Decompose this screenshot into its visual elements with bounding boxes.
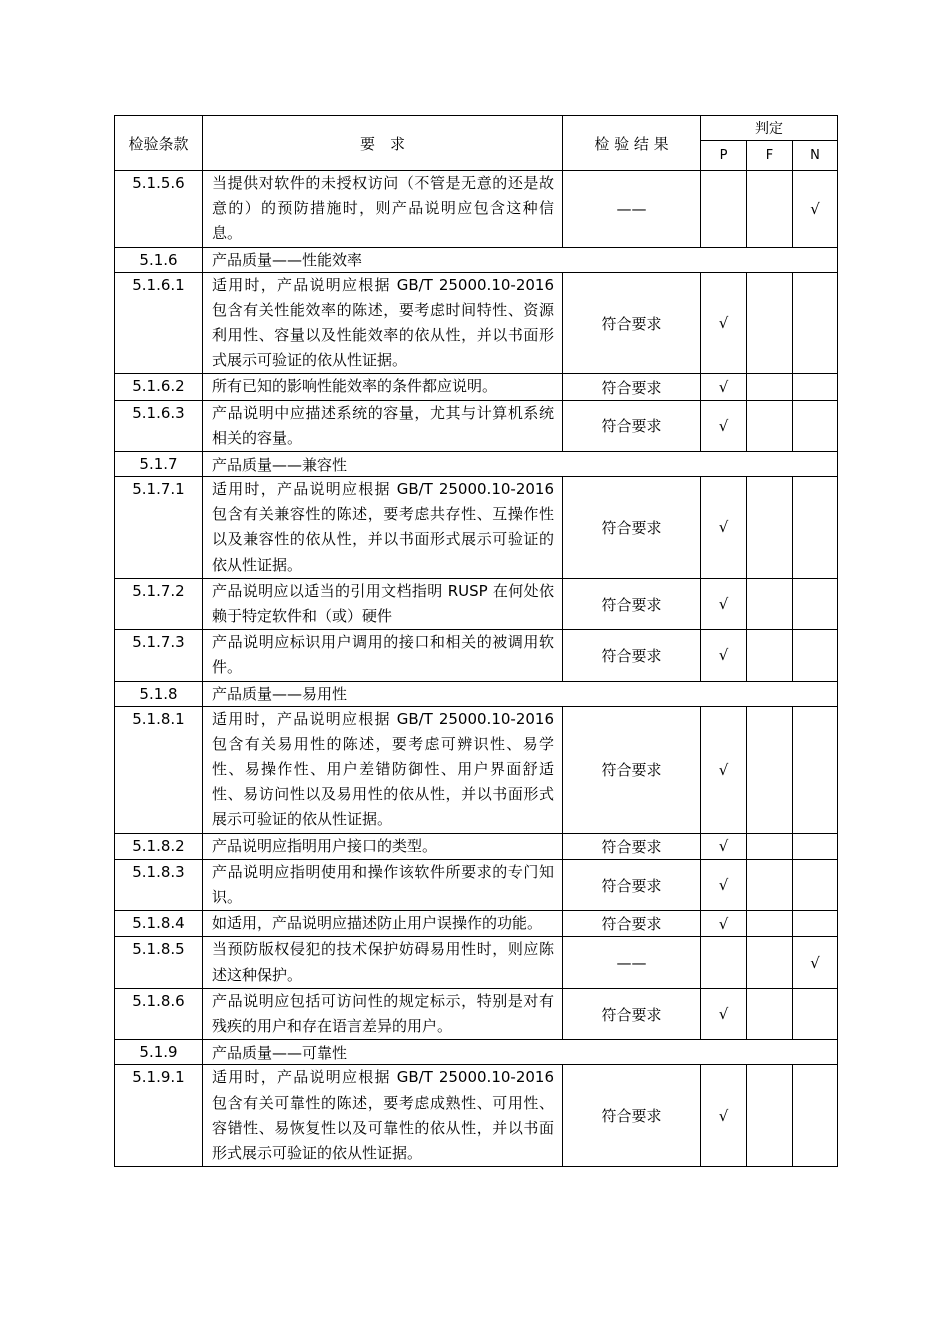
result-cell: 符合要求 [563, 911, 701, 937]
table-row [115, 988, 838, 1039]
judgement-n-cell: √ [793, 937, 838, 988]
table-row [115, 630, 838, 681]
table-row [115, 374, 838, 400]
table-row [115, 578, 838, 629]
requirement-text: 产品说明应以适当的引用文档指明 RUSP 在何处依赖于特定软件和（或）硬件 [203, 578, 563, 629]
judgement-n-cell [793, 911, 838, 937]
table-row [115, 706, 838, 833]
result-cell: —— [563, 171, 701, 248]
clause-id: 5.1.6.2 [115, 374, 203, 400]
judgement-n-cell [793, 400, 838, 451]
judgement-p-cell: √ [701, 1065, 747, 1167]
judgement-p-cell: √ [701, 374, 747, 400]
requirement-text: 如适用，产品说明应描述防止用户误操作的功能。 [203, 911, 563, 937]
clause-id: 5.1.9.1 [115, 1065, 203, 1167]
table-row [115, 911, 838, 937]
requirement-text: 适用时，产品说明应根据 GB/T 25000.10-2016 包含有关易用性的陈述，要考虑可辨识性、易学性、易操作性、用户差错防御性、用户界面舒适性、易访问性以及易用性的依从性，并以书面形式展示可验证的依从性证据。 [203, 706, 563, 833]
judgement-n-cell [793, 477, 838, 579]
header-clause: 检验条款 [115, 116, 203, 171]
requirement-text: 当提供对软件的未授权访问（不管是无意的还是故意的）的预防措施时，则产品说明应包含这种信息。 [203, 171, 563, 248]
result-cell: 符合要求 [563, 400, 701, 451]
clause-id: 5.1.8.2 [115, 833, 203, 859]
requirement-text: 产品说明中应描述系统的容量，尤其与计算机系统相关的容量。 [203, 400, 563, 451]
clause-id: 5.1.7.1 [115, 477, 203, 579]
judgement-p-cell: √ [701, 988, 747, 1039]
table-row [115, 272, 838, 374]
clause-id: 5.1.6.3 [115, 400, 203, 451]
header-f: F [747, 141, 793, 171]
requirement-text: 所有已知的影响性能效率的条件都应说明。 [203, 374, 563, 400]
result-cell: 符合要求 [563, 374, 701, 400]
table-row [115, 859, 838, 910]
section-row [115, 247, 838, 272]
judgement-f-cell [747, 833, 793, 859]
judgement-p-cell: √ [701, 578, 747, 629]
requirement-text: 当预防版权侵犯的技术保护妨碍易用性时，则应陈述这种保护。 [203, 937, 563, 988]
table-row [115, 1065, 838, 1167]
clause-id: 5.1.6.1 [115, 272, 203, 374]
table-row [115, 937, 838, 988]
judgement-n-cell: √ [793, 171, 838, 248]
requirement-text: 适用时，产品说明应根据 GB/T 25000.10-2016 包含有关兼容性的陈述，要考虑共存性、互操作性以及兼容性的依从性，并以书面形式展示可验证的依从性证据。 [203, 477, 563, 579]
clause-id: 5.1.8.1 [115, 706, 203, 833]
judgement-n-cell [793, 859, 838, 910]
judgement-f-cell [747, 859, 793, 910]
judgement-n-cell [793, 630, 838, 681]
section-row [115, 452, 838, 477]
section-title: 产品质量——可靠性 [203, 1040, 838, 1065]
requirement-text: 适用时，产品说明应根据 GB/T 25000.10-2016 包含有关可靠性的陈述，要考虑成熟性、可用性、容错性、易恢复性以及可靠性的依从性，并以书面形式展示可验证的依从性证据。 [203, 1065, 563, 1167]
section-title: 产品质量——易用性 [203, 681, 838, 706]
judgement-p-cell: √ [701, 706, 747, 833]
section-row [115, 1040, 838, 1065]
result-cell: 符合要求 [563, 833, 701, 859]
clause-id: 5.1.8.4 [115, 911, 203, 937]
judgement-p-cell [701, 937, 747, 988]
result-cell: 符合要求 [563, 988, 701, 1039]
table-row [115, 833, 838, 859]
judgement-f-cell [747, 272, 793, 374]
judgement-f-cell [747, 171, 793, 248]
judgement-f-cell [747, 988, 793, 1039]
header-requirement: 要 求 [203, 116, 563, 171]
result-cell: 符合要求 [563, 272, 701, 374]
section-row [115, 681, 838, 706]
result-cell: —— [563, 937, 701, 988]
clause-id: 5.1.5.6 [115, 171, 203, 248]
judgement-p-cell: √ [701, 477, 747, 579]
section-id: 5.1.6 [115, 247, 203, 272]
section-title: 产品质量——性能效率 [203, 247, 838, 272]
judgement-p-cell: √ [701, 911, 747, 937]
header-result: 检 验 结 果 [563, 116, 701, 171]
section-id: 5.1.8 [115, 681, 203, 706]
judgement-f-cell [747, 374, 793, 400]
result-cell: 符合要求 [563, 859, 701, 910]
clause-id: 5.1.8.6 [115, 988, 203, 1039]
judgement-f-cell [747, 400, 793, 451]
header-p: P [701, 141, 747, 171]
judgement-f-cell [747, 630, 793, 681]
judgement-n-cell [793, 578, 838, 629]
requirement-text: 产品说明应标识用户调用的接口和相关的被调用软件。 [203, 630, 563, 681]
result-cell: 符合要求 [563, 578, 701, 629]
result-cell: 符合要求 [563, 477, 701, 579]
judgement-p-cell [701, 171, 747, 248]
header-n: N [793, 141, 838, 171]
table-row [115, 171, 838, 248]
section-title: 产品质量——兼容性 [203, 452, 838, 477]
clause-id: 5.1.8.5 [115, 937, 203, 988]
judgement-n-cell [793, 706, 838, 833]
judgement-p-cell: √ [701, 833, 747, 859]
judgement-f-cell [747, 911, 793, 937]
requirement-text: 产品说明应指明使用和操作该软件所要求的专门知识。 [203, 859, 563, 910]
requirement-text: 适用时，产品说明应根据 GB/T 25000.10-2016 包含有关性能效率的陈述，要考虑时间特性、资源利用性、容量以及性能效率的依从性，并以书面形式展示可验证的依从性证据。 [203, 272, 563, 374]
judgement-f-cell [747, 937, 793, 988]
judgement-n-cell [793, 272, 838, 374]
result-cell: 符合要求 [563, 706, 701, 833]
table-row [115, 400, 838, 451]
judgement-p-cell: √ [701, 630, 747, 681]
judgement-p-cell: √ [701, 400, 747, 451]
judgement-f-cell [747, 1065, 793, 1167]
requirement-text: 产品说明应包括可访问性的规定标示，特别是对有残疾的用户和存在语言差异的用户。 [203, 988, 563, 1039]
judgement-n-cell [793, 374, 838, 400]
inspection-table [114, 115, 838, 1167]
judgement-p-cell: √ [701, 859, 747, 910]
judgement-p-cell: √ [701, 272, 747, 374]
judgement-n-cell [793, 1065, 838, 1167]
clause-id: 5.1.8.3 [115, 859, 203, 910]
judgement-f-cell [747, 578, 793, 629]
section-id: 5.1.9 [115, 1040, 203, 1065]
clause-id: 5.1.7.2 [115, 578, 203, 629]
requirement-text: 产品说明应指明用户接口的类型。 [203, 833, 563, 859]
result-cell: 符合要求 [563, 1065, 701, 1167]
section-id: 5.1.7 [115, 452, 203, 477]
judgement-n-cell [793, 988, 838, 1039]
judgement-f-cell [747, 706, 793, 833]
table-header-row [115, 116, 838, 141]
judgement-f-cell [747, 477, 793, 579]
table-row [115, 477, 838, 579]
judgement-n-cell [793, 833, 838, 859]
result-cell: 符合要求 [563, 630, 701, 681]
header-judgement: 判定 [701, 116, 838, 141]
clause-id: 5.1.7.3 [115, 630, 203, 681]
